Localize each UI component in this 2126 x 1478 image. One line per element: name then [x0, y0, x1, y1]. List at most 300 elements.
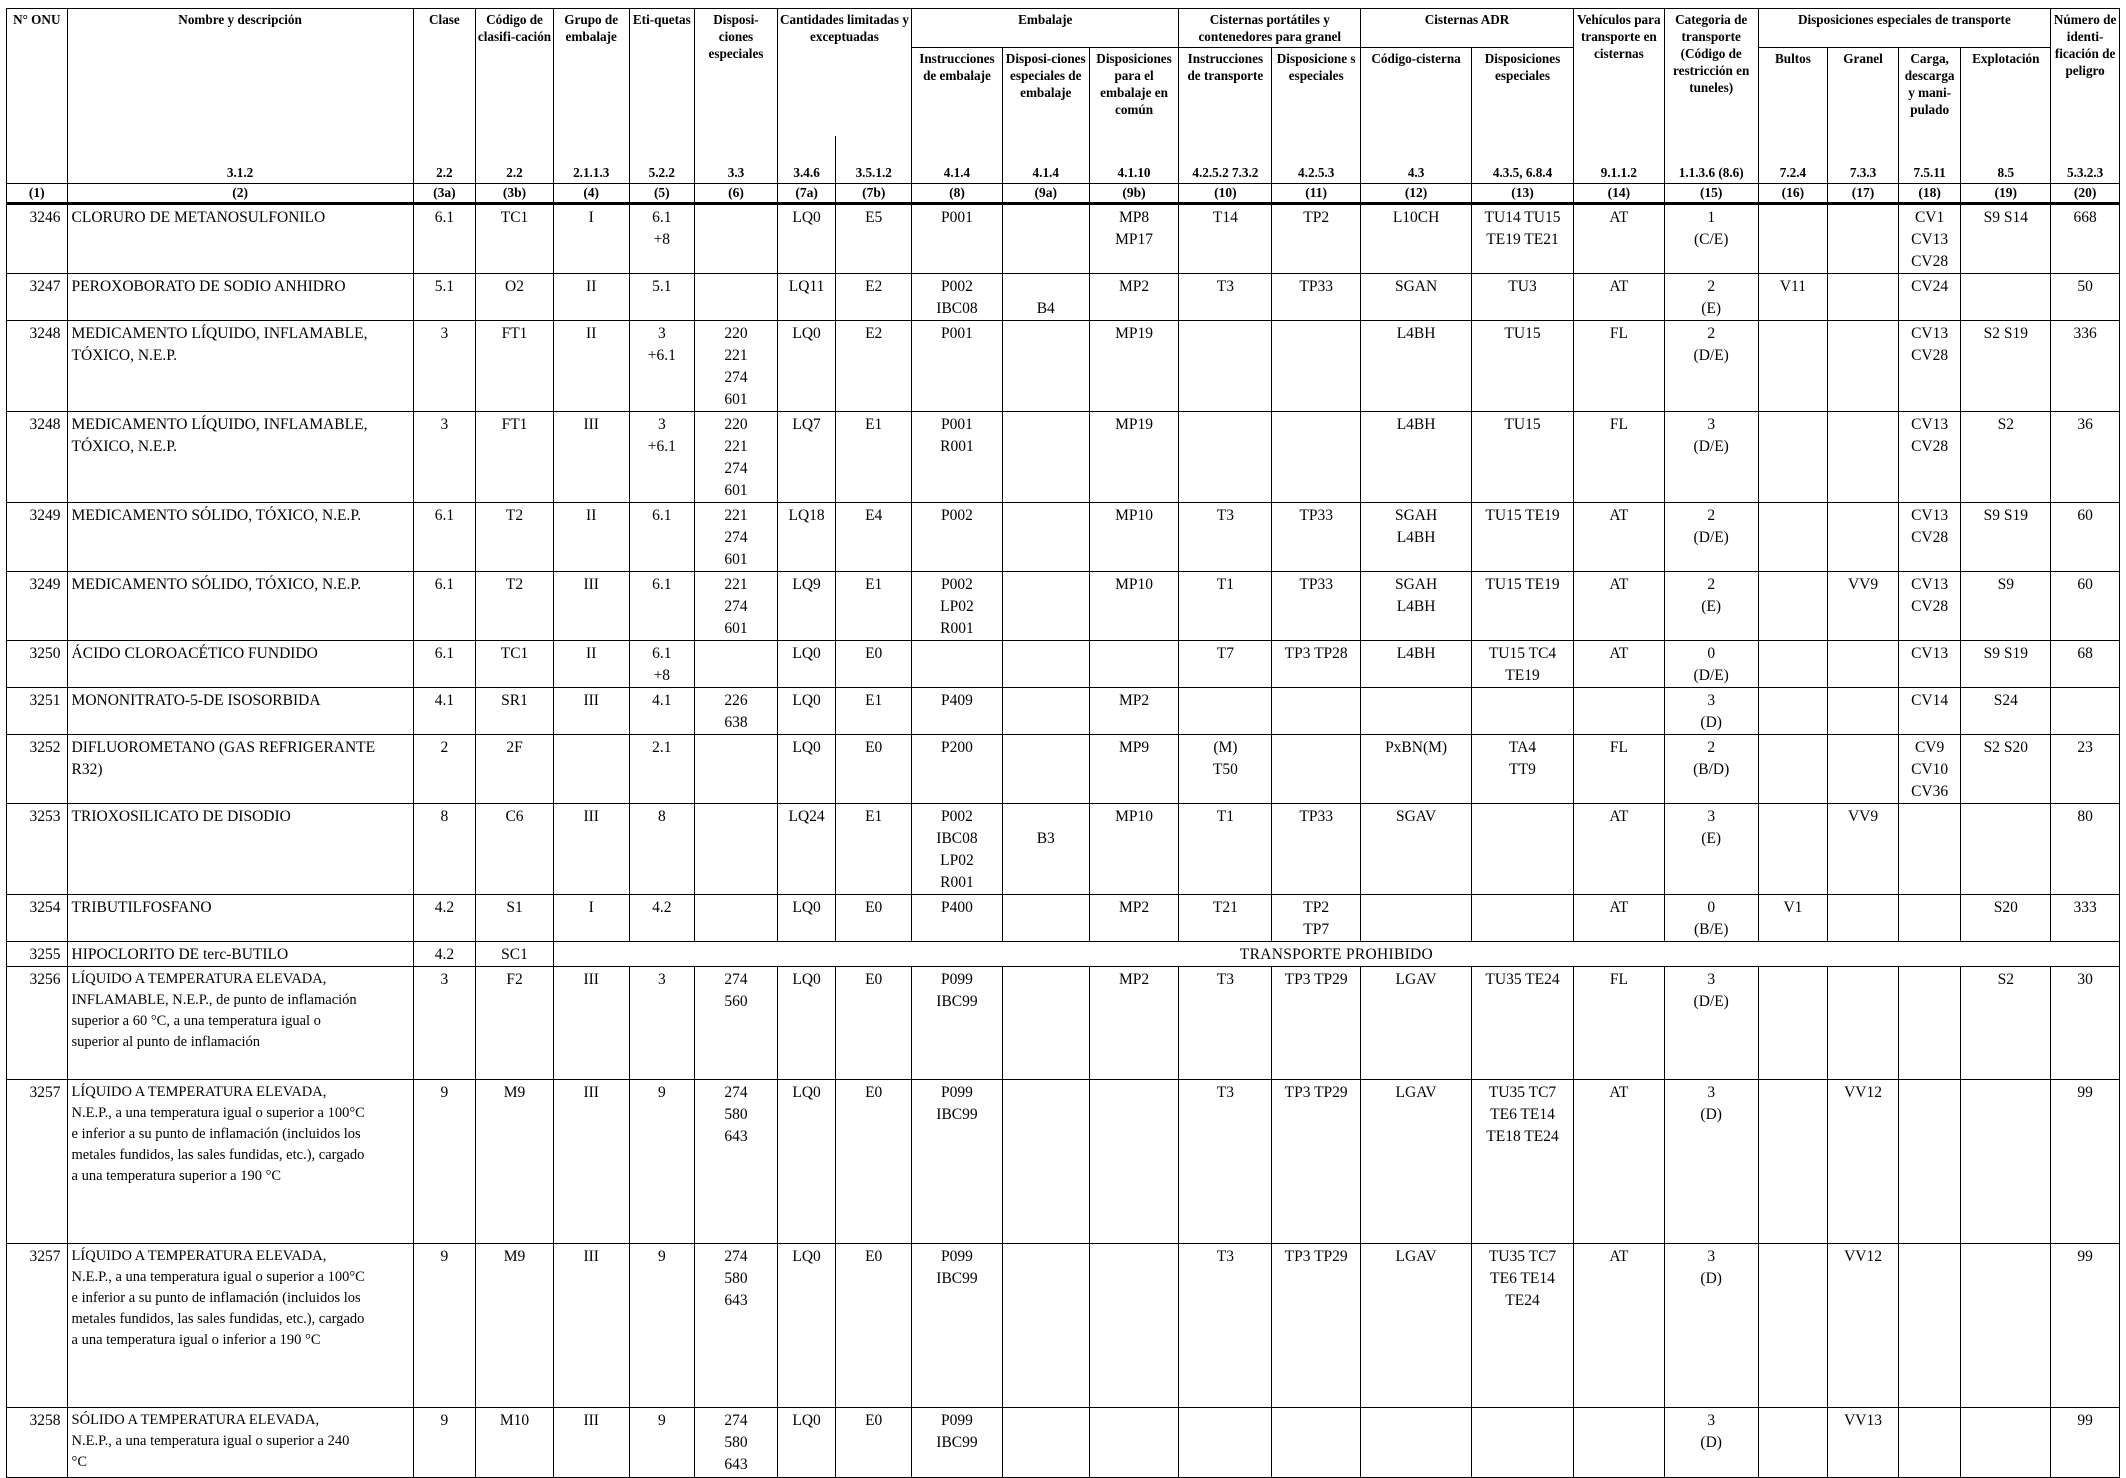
- data-cell: 274 560: [695, 967, 778, 1080]
- col-ref: 5.3.2.3: [2051, 136, 2120, 184]
- data-cell: M10: [476, 1408, 554, 1478]
- section-reference-row: [7, 136, 2120, 184]
- data-cell: 221 274 601: [695, 572, 778, 641]
- data-cell: 220 221 274 601: [695, 321, 778, 412]
- data-cell: 3: [629, 967, 695, 1080]
- col-ref: 5.2.2: [629, 136, 695, 184]
- col-head-14: Vehículos para transporte en cisternas: [1573, 9, 1664, 136]
- col-number: (2): [67, 184, 413, 204]
- data-cell: [1828, 641, 1899, 688]
- col-ref: 9.1.1.2: [1573, 136, 1664, 184]
- transport-prohibited-note: TRANSPORTE PROHIBIDO: [553, 942, 2119, 967]
- data-cell: 3 (D/E): [1664, 967, 1758, 1080]
- col-ref: 4.3: [1361, 136, 1472, 184]
- data-cell: TU15 TC4 TE19: [1472, 641, 1574, 688]
- data-cell: S1: [476, 895, 554, 942]
- data-cell: LQ0: [777, 1080, 836, 1244]
- data-cell: [1828, 204, 1899, 274]
- group-head-packaging: Embalaje: [912, 9, 1179, 48]
- col-number: (1): [7, 184, 68, 204]
- data-cell: 5.1: [629, 274, 695, 321]
- data-cell: [1828, 412, 1899, 503]
- data-cell: MP9: [1089, 735, 1179, 804]
- col-head-5: Eti-quetas: [629, 9, 695, 136]
- data-cell: P099 IBC99: [912, 1244, 1003, 1408]
- data-cell: [1002, 204, 1089, 274]
- data-cell: MP2: [1089, 274, 1179, 321]
- col-ref: 8.5: [1961, 136, 2051, 184]
- data-cell: VV9: [1828, 572, 1899, 641]
- data-cell: V11: [1758, 274, 1828, 321]
- data-cell: 4.2: [413, 942, 476, 967]
- name-cell: DIFLUOROMETANO (GAS REFRIGERANTE R32): [67, 735, 413, 804]
- data-cell: 3 (D): [1664, 1408, 1758, 1478]
- data-cell: 4.1: [413, 688, 476, 735]
- data-cell: E0: [836, 1408, 912, 1478]
- data-cell: P099 IBC99: [912, 1080, 1003, 1244]
- data-cell: [1898, 1408, 1961, 1478]
- col-ref: 2.2: [476, 136, 554, 184]
- data-cell: TA4 TT9: [1472, 735, 1574, 804]
- table-row: [7, 274, 2120, 321]
- data-cell: 3 +6.1: [629, 321, 695, 412]
- col-head-4: Grupo de embalaje: [553, 9, 629, 136]
- data-cell: [1758, 641, 1828, 688]
- col-number: (14): [1573, 184, 1664, 204]
- data-cell: 0 (D/E): [1664, 641, 1758, 688]
- data-cell: E2: [836, 321, 912, 412]
- data-cell: II: [553, 503, 629, 572]
- data-cell: V1: [1758, 895, 1828, 942]
- data-cell: 2 (E): [1664, 572, 1758, 641]
- un-number-cell: 3248: [7, 321, 68, 412]
- col-number: (17): [1828, 184, 1899, 204]
- data-cell: CV13: [1898, 641, 1961, 688]
- data-cell: 6.1: [629, 503, 695, 572]
- col-head-13: Disposiciones especiales: [1472, 48, 1574, 136]
- data-cell: CV13 CV28: [1898, 572, 1961, 641]
- data-cell: T2: [476, 503, 554, 572]
- data-cell: LQ24: [777, 804, 836, 895]
- data-cell: P001 R001: [912, 412, 1003, 503]
- un-number-cell: 3247: [7, 274, 68, 321]
- data-cell: 274 580 643: [695, 1244, 778, 1408]
- data-cell: E2: [836, 274, 912, 321]
- data-cell: [1828, 735, 1899, 804]
- data-cell: MP10: [1089, 572, 1179, 641]
- data-cell: [1002, 1080, 1089, 1244]
- data-cell: TU15 TE19: [1472, 572, 1574, 641]
- data-cell: [1002, 572, 1089, 641]
- data-cell: 1 (C/E): [1664, 204, 1758, 274]
- data-cell: MP19: [1089, 412, 1179, 503]
- name-cell: MEDICAMENTO SÓLIDO, TÓXICO, N.E.P.: [67, 572, 413, 641]
- table-row: [7, 412, 2120, 503]
- data-cell: LQ0: [777, 204, 836, 274]
- table-row: [7, 321, 2120, 412]
- data-cell: [1758, 204, 1828, 274]
- name-cell: MEDICAMENTO LÍQUIDO, INFLAMABLE, TÓXICO, N.E.P.: [67, 321, 413, 412]
- data-cell: [1758, 1244, 1828, 1408]
- data-cell: [1272, 735, 1361, 804]
- table-row: [7, 942, 2120, 967]
- data-cell: TU35 TC7 TE6 TE14 TE24: [1472, 1244, 1574, 1408]
- data-cell: T3: [1179, 1080, 1272, 1244]
- data-cell: P002 IBC08 LP02 R001: [912, 804, 1003, 895]
- data-cell: [1961, 1408, 2051, 1478]
- data-cell: T21: [1179, 895, 1272, 942]
- name-cell: TRIBUTILFOSFANO: [67, 895, 413, 942]
- col-ref: 4.2.5.2 7.3.2: [1179, 136, 1272, 184]
- data-cell: [1828, 321, 1899, 412]
- data-cell: VV12: [1828, 1080, 1899, 1244]
- data-cell: III: [553, 967, 629, 1080]
- data-cell: L4BH: [1361, 412, 1472, 503]
- data-cell: CV13 CV28: [1898, 412, 1961, 503]
- data-cell: L4BH: [1361, 641, 1472, 688]
- data-cell: SGAH L4BH: [1361, 503, 1472, 572]
- data-cell: TP3 TP29: [1272, 967, 1361, 1080]
- data-cell: III: [553, 1244, 629, 1408]
- data-cell: S2 S19: [1961, 321, 2051, 412]
- data-cell: 80: [2051, 804, 2120, 895]
- data-cell: P002 IBC08: [912, 274, 1003, 321]
- data-cell: P002 LP02 R001: [912, 572, 1003, 641]
- data-cell: MP2: [1089, 895, 1179, 942]
- data-cell: SGAN: [1361, 274, 1472, 321]
- data-cell: 668: [2051, 204, 2120, 274]
- data-cell: E1: [836, 688, 912, 735]
- data-cell: III: [553, 1408, 629, 1478]
- table-row: [7, 804, 2120, 895]
- data-cell: III: [553, 572, 629, 641]
- un-number-cell: 3251: [7, 688, 68, 735]
- data-cell: [1002, 503, 1089, 572]
- data-cell: 4.2: [413, 895, 476, 942]
- data-cell: 274 580 643: [695, 1080, 778, 1244]
- data-cell: TP33: [1272, 804, 1361, 895]
- data-cell: 5.1: [413, 274, 476, 321]
- un-number-cell: 3249: [7, 572, 68, 641]
- un-number-cell: 3248: [7, 412, 68, 503]
- data-cell: SC1: [476, 942, 554, 967]
- data-cell: P200: [912, 735, 1003, 804]
- data-cell: [1898, 1244, 1961, 1408]
- data-cell: [1089, 641, 1179, 688]
- col-head-16: Bultos: [1758, 48, 1828, 136]
- data-cell: CV9 CV10 CV36: [1898, 735, 1961, 804]
- data-cell: S9 S19: [1961, 503, 2051, 572]
- data-cell: AT: [1573, 895, 1664, 942]
- data-cell: TU35 TC7 TE6 TE14 TE18 TE24: [1472, 1080, 1574, 1244]
- data-cell: III: [553, 412, 629, 503]
- un-number-cell: 3249: [7, 503, 68, 572]
- data-cell: [1002, 1244, 1089, 1408]
- data-cell: LQ0: [777, 1408, 836, 1478]
- data-cell: II: [553, 641, 629, 688]
- data-cell: P400: [912, 895, 1003, 942]
- data-cell: [553, 735, 629, 804]
- col-number: (15): [1664, 184, 1758, 204]
- data-cell: 6.1: [413, 572, 476, 641]
- data-cell: 3 (D): [1664, 688, 1758, 735]
- data-cell: E0: [836, 895, 912, 942]
- table-header: [7, 9, 2120, 204]
- data-cell: [1758, 1408, 1828, 1478]
- data-cell: E0: [836, 967, 912, 1080]
- data-cell: [1089, 1244, 1179, 1408]
- data-cell: SR1: [476, 688, 554, 735]
- data-cell: S2: [1961, 412, 2051, 503]
- col-ref: 4.1.4: [912, 136, 1003, 184]
- data-cell: E5: [836, 204, 912, 274]
- data-cell: LQ0: [777, 967, 836, 1080]
- data-cell: LGAV: [1361, 1080, 1472, 1244]
- data-cell: P099 IBC99: [912, 967, 1003, 1080]
- data-cell: TU15: [1472, 321, 1574, 412]
- col-head-1: N° ONU: [7, 9, 68, 136]
- col-number: (13): [1472, 184, 1574, 204]
- data-cell: [1472, 895, 1574, 942]
- col-number: (3b): [476, 184, 554, 204]
- data-cell: LQ7: [777, 412, 836, 503]
- data-cell: [1898, 1080, 1961, 1244]
- data-cell: MP8 MP17: [1089, 204, 1179, 274]
- data-cell: [1002, 412, 1089, 503]
- data-cell: LGAV: [1361, 967, 1472, 1080]
- data-cell: E1: [836, 412, 912, 503]
- col-number: (18): [1898, 184, 1961, 204]
- data-cell: S2 S20: [1961, 735, 2051, 804]
- data-cell: 3 (D): [1664, 1244, 1758, 1408]
- data-cell: 220 221 274 601: [695, 412, 778, 503]
- col-number: (19): [1961, 184, 2051, 204]
- data-cell: C6: [476, 804, 554, 895]
- data-cell: [695, 274, 778, 321]
- data-cell: [1573, 1408, 1664, 1478]
- data-cell: [1898, 804, 1961, 895]
- data-cell: LQ0: [777, 641, 836, 688]
- data-cell: [1089, 1080, 1179, 1244]
- dangerous-goods-table: [6, 8, 2120, 1478]
- col-number: (11): [1272, 184, 1361, 204]
- data-cell: 6.1 +8: [629, 641, 695, 688]
- data-cell: TU15: [1472, 412, 1574, 503]
- data-cell: [1472, 1408, 1574, 1478]
- col-number: (5): [629, 184, 695, 204]
- data-cell: 50: [2051, 274, 2120, 321]
- data-cell: [1002, 1408, 1089, 1478]
- data-cell: 2.1: [629, 735, 695, 804]
- data-cell: TU14 TU15 TE19 TE21: [1472, 204, 1574, 274]
- table-row: [7, 641, 2120, 688]
- data-cell: AT: [1573, 1080, 1664, 1244]
- data-cell: L4BH: [1361, 321, 1472, 412]
- data-cell: [1361, 1408, 1472, 1478]
- data-cell: TU35 TE24: [1472, 967, 1574, 1080]
- data-cell: FL: [1573, 321, 1664, 412]
- data-cell: [695, 804, 778, 895]
- data-cell: [1758, 503, 1828, 572]
- data-cell: 9: [413, 1080, 476, 1244]
- data-cell: 8: [413, 804, 476, 895]
- data-cell: S9: [1961, 572, 2051, 641]
- data-cell: 6.1: [413, 503, 476, 572]
- data-cell: 9: [413, 1408, 476, 1478]
- data-cell: E1: [836, 572, 912, 641]
- data-cell: 9: [629, 1408, 695, 1478]
- data-cell: 3 (E): [1664, 804, 1758, 895]
- data-cell: AT: [1573, 503, 1664, 572]
- table-row: [7, 967, 2120, 1080]
- data-cell: TP3 TP29: [1272, 1080, 1361, 1244]
- col-ref: 3.3: [695, 136, 778, 184]
- data-cell: 333: [2051, 895, 2120, 942]
- data-cell: LGAV: [1361, 1244, 1472, 1408]
- data-cell: [695, 204, 778, 274]
- data-cell: 6.1: [629, 572, 695, 641]
- data-cell: TP2: [1272, 204, 1361, 274]
- data-cell: [1179, 412, 1272, 503]
- data-cell: [1361, 895, 1472, 942]
- data-cell: III: [553, 688, 629, 735]
- col-number: (4): [553, 184, 629, 204]
- data-cell: E1: [836, 804, 912, 895]
- group-head-limited: Cantidades limitadas y exceptuadas: [777, 9, 911, 136]
- data-cell: [695, 735, 778, 804]
- data-cell: 4.1: [629, 688, 695, 735]
- data-cell: II: [553, 274, 629, 321]
- data-cell: 2: [413, 735, 476, 804]
- data-cell: 99: [2051, 1408, 2120, 1478]
- table-row: [7, 735, 2120, 804]
- data-cell: [1089, 1408, 1179, 1478]
- data-cell: [1002, 895, 1089, 942]
- data-cell: 4.2: [629, 895, 695, 942]
- col-ref: 3.4.6: [777, 136, 836, 184]
- col-number: (7b): [836, 184, 912, 204]
- data-cell: 60: [2051, 572, 2120, 641]
- col-head-11: Disposicione s especiales: [1272, 48, 1361, 136]
- data-cell: [695, 895, 778, 942]
- table-row: [7, 1408, 2120, 1478]
- col-ref: 3.1.2: [67, 136, 413, 184]
- col-head-20: Número de identi-ficación de peligro: [2051, 9, 2120, 136]
- data-cell: TP3 TP28: [1272, 641, 1361, 688]
- data-cell: 336: [2051, 321, 2120, 412]
- col-ref: 7.3.3: [1828, 136, 1899, 184]
- col-head-10: Instrucciones de transporte: [1179, 48, 1272, 136]
- name-cell: MEDICAMENTO SÓLIDO, TÓXICO, N.E.P.: [67, 503, 413, 572]
- data-cell: MP19: [1089, 321, 1179, 412]
- data-cell: M9: [476, 1080, 554, 1244]
- data-cell: [1828, 967, 1899, 1080]
- data-cell: LQ0: [777, 895, 836, 942]
- data-cell: LQ9: [777, 572, 836, 641]
- data-cell: 2 (D/E): [1664, 503, 1758, 572]
- col-ref: 3.5.1.2: [836, 136, 912, 184]
- data-cell: CV13 CV28: [1898, 321, 1961, 412]
- col-ref: 4.2.5.3: [1272, 136, 1361, 184]
- data-cell: CV14: [1898, 688, 1961, 735]
- data-cell: FL: [1573, 967, 1664, 1080]
- data-cell: [1758, 688, 1828, 735]
- name-cell: MONONITRATO-5-DE ISOSORBIDA: [67, 688, 413, 735]
- data-cell: AT: [1573, 572, 1664, 641]
- data-cell: P001: [912, 321, 1003, 412]
- data-cell: [1361, 688, 1472, 735]
- data-cell: T14: [1179, 204, 1272, 274]
- col-head-12: Código-cisterna: [1361, 48, 1472, 136]
- data-cell: P002: [912, 503, 1003, 572]
- col-head-2: Nombre y descripción: [67, 9, 413, 136]
- data-cell: TP33: [1272, 572, 1361, 641]
- col-head-6: Disposi-ciones especiales: [695, 9, 778, 136]
- data-cell: 3 (D/E): [1664, 412, 1758, 503]
- col-ref: 7.2.4: [1758, 136, 1828, 184]
- name-cell: LÍQUIDO A TEMPERATURA ELEVADA, N.E.P., a una temperatura igual o superior a 100°C e inferior a su punto de inflamación (incluidos los metales fundidos, las sales fundidas, etc.), cargado a una temperatura superior a 190 °C: [67, 1080, 413, 1244]
- data-cell: LQ0: [777, 1244, 836, 1408]
- data-cell: [1179, 1408, 1272, 1478]
- data-cell: T3: [1179, 1244, 1272, 1408]
- data-cell: S20: [1961, 895, 2051, 942]
- data-cell: [1961, 274, 2051, 321]
- un-number-cell: 3257: [7, 1080, 68, 1244]
- data-cell: SGAH L4BH: [1361, 572, 1472, 641]
- col-number: (9a): [1002, 184, 1089, 204]
- col-ref: 2.2: [413, 136, 476, 184]
- data-cell: [1758, 412, 1828, 503]
- data-cell: T3: [1179, 503, 1272, 572]
- data-cell: VV13: [1828, 1408, 1899, 1478]
- name-cell: SÓLIDO A TEMPERATURA ELEVADA, N.E.P., a una temperatura igual o superior a 240 °C: [67, 1408, 413, 1478]
- data-cell: LQ18: [777, 503, 836, 572]
- data-cell: CV24: [1898, 274, 1961, 321]
- data-cell: 2 (E): [1664, 274, 1758, 321]
- col-ref: 1.1.3.6 (8.6): [1664, 136, 1758, 184]
- data-cell: [1272, 321, 1361, 412]
- name-cell: ÁCIDO CLOROACÉTICO FUNDIDO: [67, 641, 413, 688]
- col-number: (3a): [413, 184, 476, 204]
- data-cell: AT: [1573, 804, 1664, 895]
- un-number-cell: 3252: [7, 735, 68, 804]
- data-cell: AT: [1573, 1244, 1664, 1408]
- data-cell: 221 274 601: [695, 503, 778, 572]
- data-cell: 2 (D/E): [1664, 321, 1758, 412]
- data-cell: [1472, 804, 1574, 895]
- col-head-3a: Clase: [413, 9, 476, 136]
- data-cell: 68: [2051, 641, 2120, 688]
- data-cell: [912, 641, 1003, 688]
- data-cell: [1758, 804, 1828, 895]
- table-row: [7, 688, 2120, 735]
- data-cell: VV12: [1828, 1244, 1899, 1408]
- data-cell: TP33: [1272, 274, 1361, 321]
- col-ref: 4.1.4: [1002, 136, 1089, 184]
- data-cell: [1758, 967, 1828, 1080]
- data-cell: S2: [1961, 967, 2051, 1080]
- data-cell: 3 +6.1: [629, 412, 695, 503]
- data-cell: F2: [476, 967, 554, 1080]
- data-cell: [1272, 412, 1361, 503]
- col-head-18: Carga, descarga y mani-pulado: [1898, 48, 1961, 136]
- data-cell: M9: [476, 1244, 554, 1408]
- data-cell: [1002, 967, 1089, 1080]
- data-cell: MP10: [1089, 804, 1179, 895]
- data-cell: [1828, 503, 1899, 572]
- data-cell: 3: [413, 967, 476, 1080]
- data-cell: 2F: [476, 735, 554, 804]
